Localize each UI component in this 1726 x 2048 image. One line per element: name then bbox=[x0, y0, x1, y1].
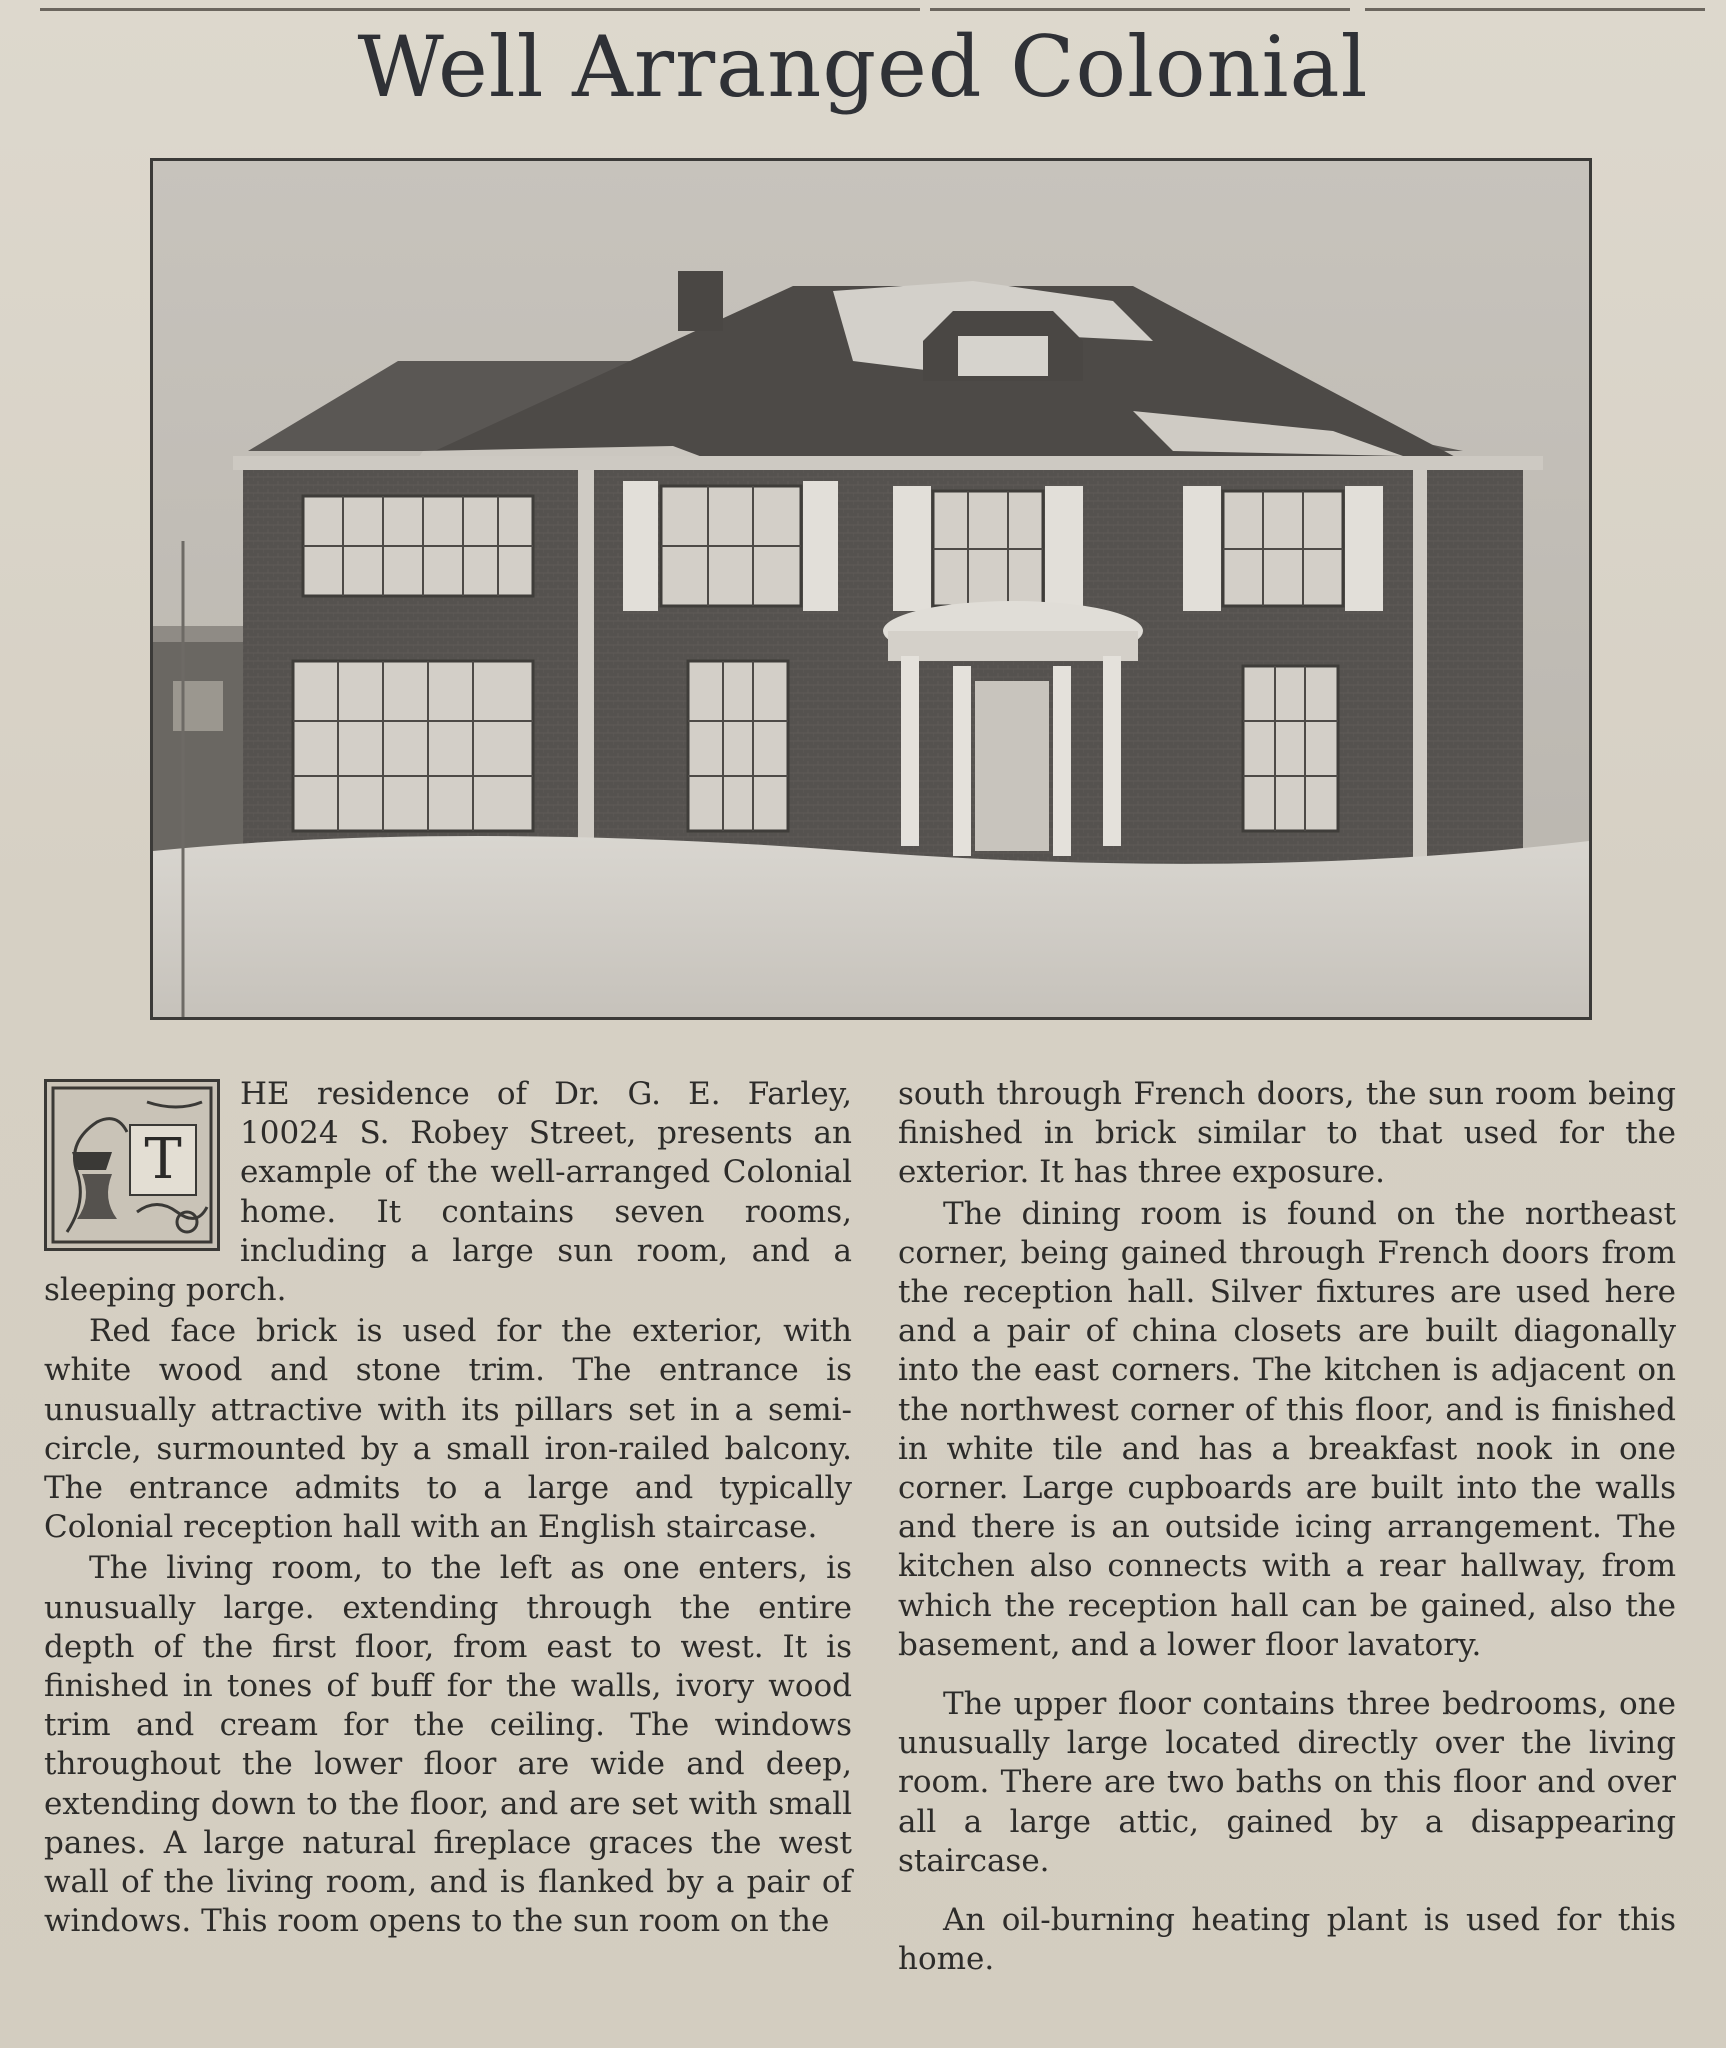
right-paragraph-4: An oil-burning heating plant is used for this home. bbox=[898, 1902, 1676, 1978]
left-paragraph-2: Red face brick is used for the exterior, with white wood and stone trim. The entrance is unusually attractive with its pillars set in a semi-circle, surmounted by a small iron-railed balcony. The entrance admits to a large and typically Colonial reception hall with an English staircase. bbox=[44, 1313, 852, 1546]
left-paragraph-3: The living room, to the left as one enters, is unusually large. extending through the entire depth of the first floor, from east to west. It is finished in tones of buff for the walls, ivory wood trim and cream for the ceiling. The windows throughout the lower floor are wide and deep, extending down to the floor, and are set with small panes. A large natural fireplace graces the west wall of the living room, and is flanked by a pair of windows. This room opens to the sun room on the bbox=[44, 1550, 852, 1940]
top-rule-middle bbox=[930, 8, 1350, 11]
top-rule-right bbox=[1365, 8, 1705, 11]
ornamental-drop-cap bbox=[44, 1079, 220, 1251]
colonial-house-image bbox=[153, 161, 1589, 1017]
drop-cap-letter: T bbox=[129, 1124, 197, 1196]
article-left-column bbox=[44, 1075, 852, 1941]
right-paragraph-1: south through French doors, the sun room being finished in brick similar to that used for the exterior. It has three exposure. bbox=[898, 1076, 1676, 1191]
right-paragraph-3: The upper floor contains three bedrooms, one unusually large located directly over the living room. There are two baths on this floor and over all a large attic, gained by a disappearing staircase. bbox=[898, 1686, 1676, 1879]
top-rule-left bbox=[40, 8, 920, 11]
article-title: Well Arranged Colonial bbox=[357, 18, 1369, 116]
left-paragraph-1: HE residence of Dr. G. E. Farley, 10024 S. Robey Street, presents an example of the well-arranged Colonial home. It contains seven rooms, including a large sun room, and a sleeping porch. bbox=[44, 1076, 852, 1309]
house-photograph bbox=[150, 158, 1592, 1020]
article-right-column bbox=[898, 1075, 1676, 1979]
right-paragraph-2: The dining room is found on the northeast corner, being gained through French doors from the reception hall. Silver fixtures are used here and a pair of china closets are built diagonally into the east corners. The kitchen is adjacent on the northwest corner of this floor, and is finished in white tile and has a breakfast nook in one corner. Large cupboards are built into the walls and there is an outside icing arrangement. The kitchen also connects with a rear hallway, from which the reception hall can be gained, also the basement, and a lower floor lavatory. bbox=[898, 1195, 1676, 1663]
